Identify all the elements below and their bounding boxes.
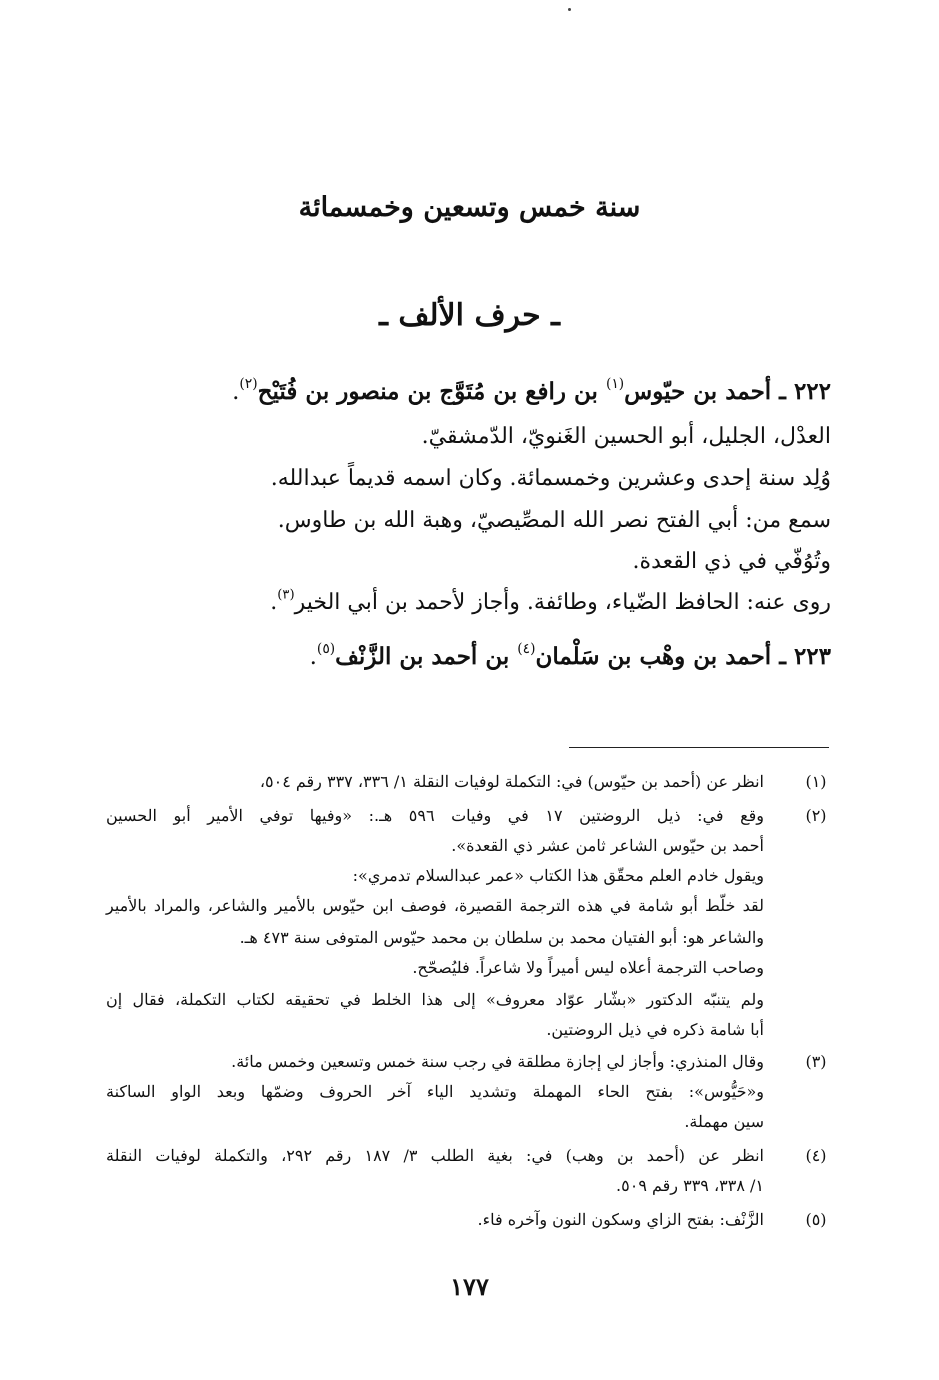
footnote-number: (٢) (805, 806, 827, 825)
footnote-line: انظر عن (أحمد بن وهب) في: بغية الطلب ٣/ ١٨٧ رقم ٢٩٢، والتكملة لوفيات النقلة (106, 1146, 764, 1165)
entry-222-line: وُلِد سنة إحدى وعشرين وخمسمائة. وكان اسمه قديماً عبدالله. (270, 466, 831, 491)
entry-222-line: العدْل، الجليل، أبو الحسين الغَنويّ، الدّمشقيّ. (421, 424, 831, 449)
footnote-number: (٥) (805, 1210, 827, 1229)
stray-dot (568, 8, 571, 11)
footnote-line: ولم يتنبّه الدكتور «بشّار عوّاد معروف» إلى هذا الخلط في تحقيقه لكتاب التكملة، فقال إن (106, 990, 764, 1009)
footnote-number: (١) (805, 772, 827, 791)
footnote-line: انظر عن (أحمد بن حيّوس) في: التكملة لوفيات النقلة ١/ ٣٣٦، ٣٣٧ رقم ٥٠٤، (259, 772, 764, 791)
footnote-number: (٤) (805, 1146, 827, 1165)
footnote-line: الزَّنْف: بفتح الزاي وسكون النون وآخره فاء. (477, 1210, 764, 1229)
footnote-separator (569, 747, 829, 748)
footnote-line: وقال المنذري: وأجاز لي إجازة مطلقة في رجب سنة خمس وتسعين وخمس مائة. (231, 1052, 764, 1071)
footnote-line: و«حَيُّوس»: بفتح الحاء المهملة وتشديد الياء آخر الحروف وضمّها وبعد الواو الساكنة (106, 1082, 764, 1101)
footnote-number: (٣) (805, 1052, 827, 1071)
footnote-line: أبا شامة ذكره في ذيل الروضتين. (546, 1020, 764, 1039)
footnote-line: أحمد بن حيّوس الشاعر ثامن عشر ذي القعدة». (451, 836, 764, 855)
section-title: ـ حرف الألف ـ (379, 298, 560, 333)
footnote-line: لقد خلّط أبو شامة في هذه الترجمة القصيرة، فوصف ابن حيّوس بالأمير والشاعر، والمراد بالأمير (106, 896, 764, 915)
footnote-line: ١/ ٣٣٨، ٣٣٩ رقم ٥٠٩. (616, 1176, 764, 1195)
footnote-line: وصاحب الترجمة أعلاه ليس أميراً ولا شاعراً. فليُصحّح. (412, 958, 764, 977)
entry-222-line: سمع من: أبي الفتح نصر الله المصِّيصيّ، وهبة الله بن طاوس. (277, 508, 831, 533)
year-title: سنة خمس وتسعين وخمسمائة (298, 192, 641, 223)
entry-222-line: روى عنه: الحافظ الضّياء، وطائفة. وأجاز لأحمد بن أبي الخير$^{(٣)}$. (270, 587, 831, 615)
page-number: ١٧٧ (450, 1272, 489, 1301)
footnote-line: والشاعر هو: أبو الفتيان محمد بن سلطان بن محمد حيّوس المتوفى سنة ٤٧٣ هـ. (239, 928, 764, 947)
entry-222-line: وتُوُفّي في ذي القعدة. (632, 549, 831, 574)
footnote-line: سين مهملة. (684, 1112, 764, 1131)
entry-222-heading: ٢٢٢ ـ أحمد بن حيّوس$^{(١)}$ بن رافع بن مُتَوَّج بن منصور بن فُتَيْح$^{(٢)}$. (232, 375, 831, 405)
footnote-line: ويقول خادم العلم محقّق هذا الكتاب «عمر عبدالسلام تدمري»: (352, 866, 764, 885)
footnote-line: وقع في: ذيل الروضتين ١٧ في وفيات ٥٩٦ هـ.: «وفيها توفي الأمير أبو الحسين (106, 806, 765, 825)
entry-223-heading: ٢٢٣ ـ أحمد بن وهْب بن سَلْمان$^{(٤)}$ بن أحمد بن الزَّنْف$^{(٥)}$. (309, 640, 831, 670)
